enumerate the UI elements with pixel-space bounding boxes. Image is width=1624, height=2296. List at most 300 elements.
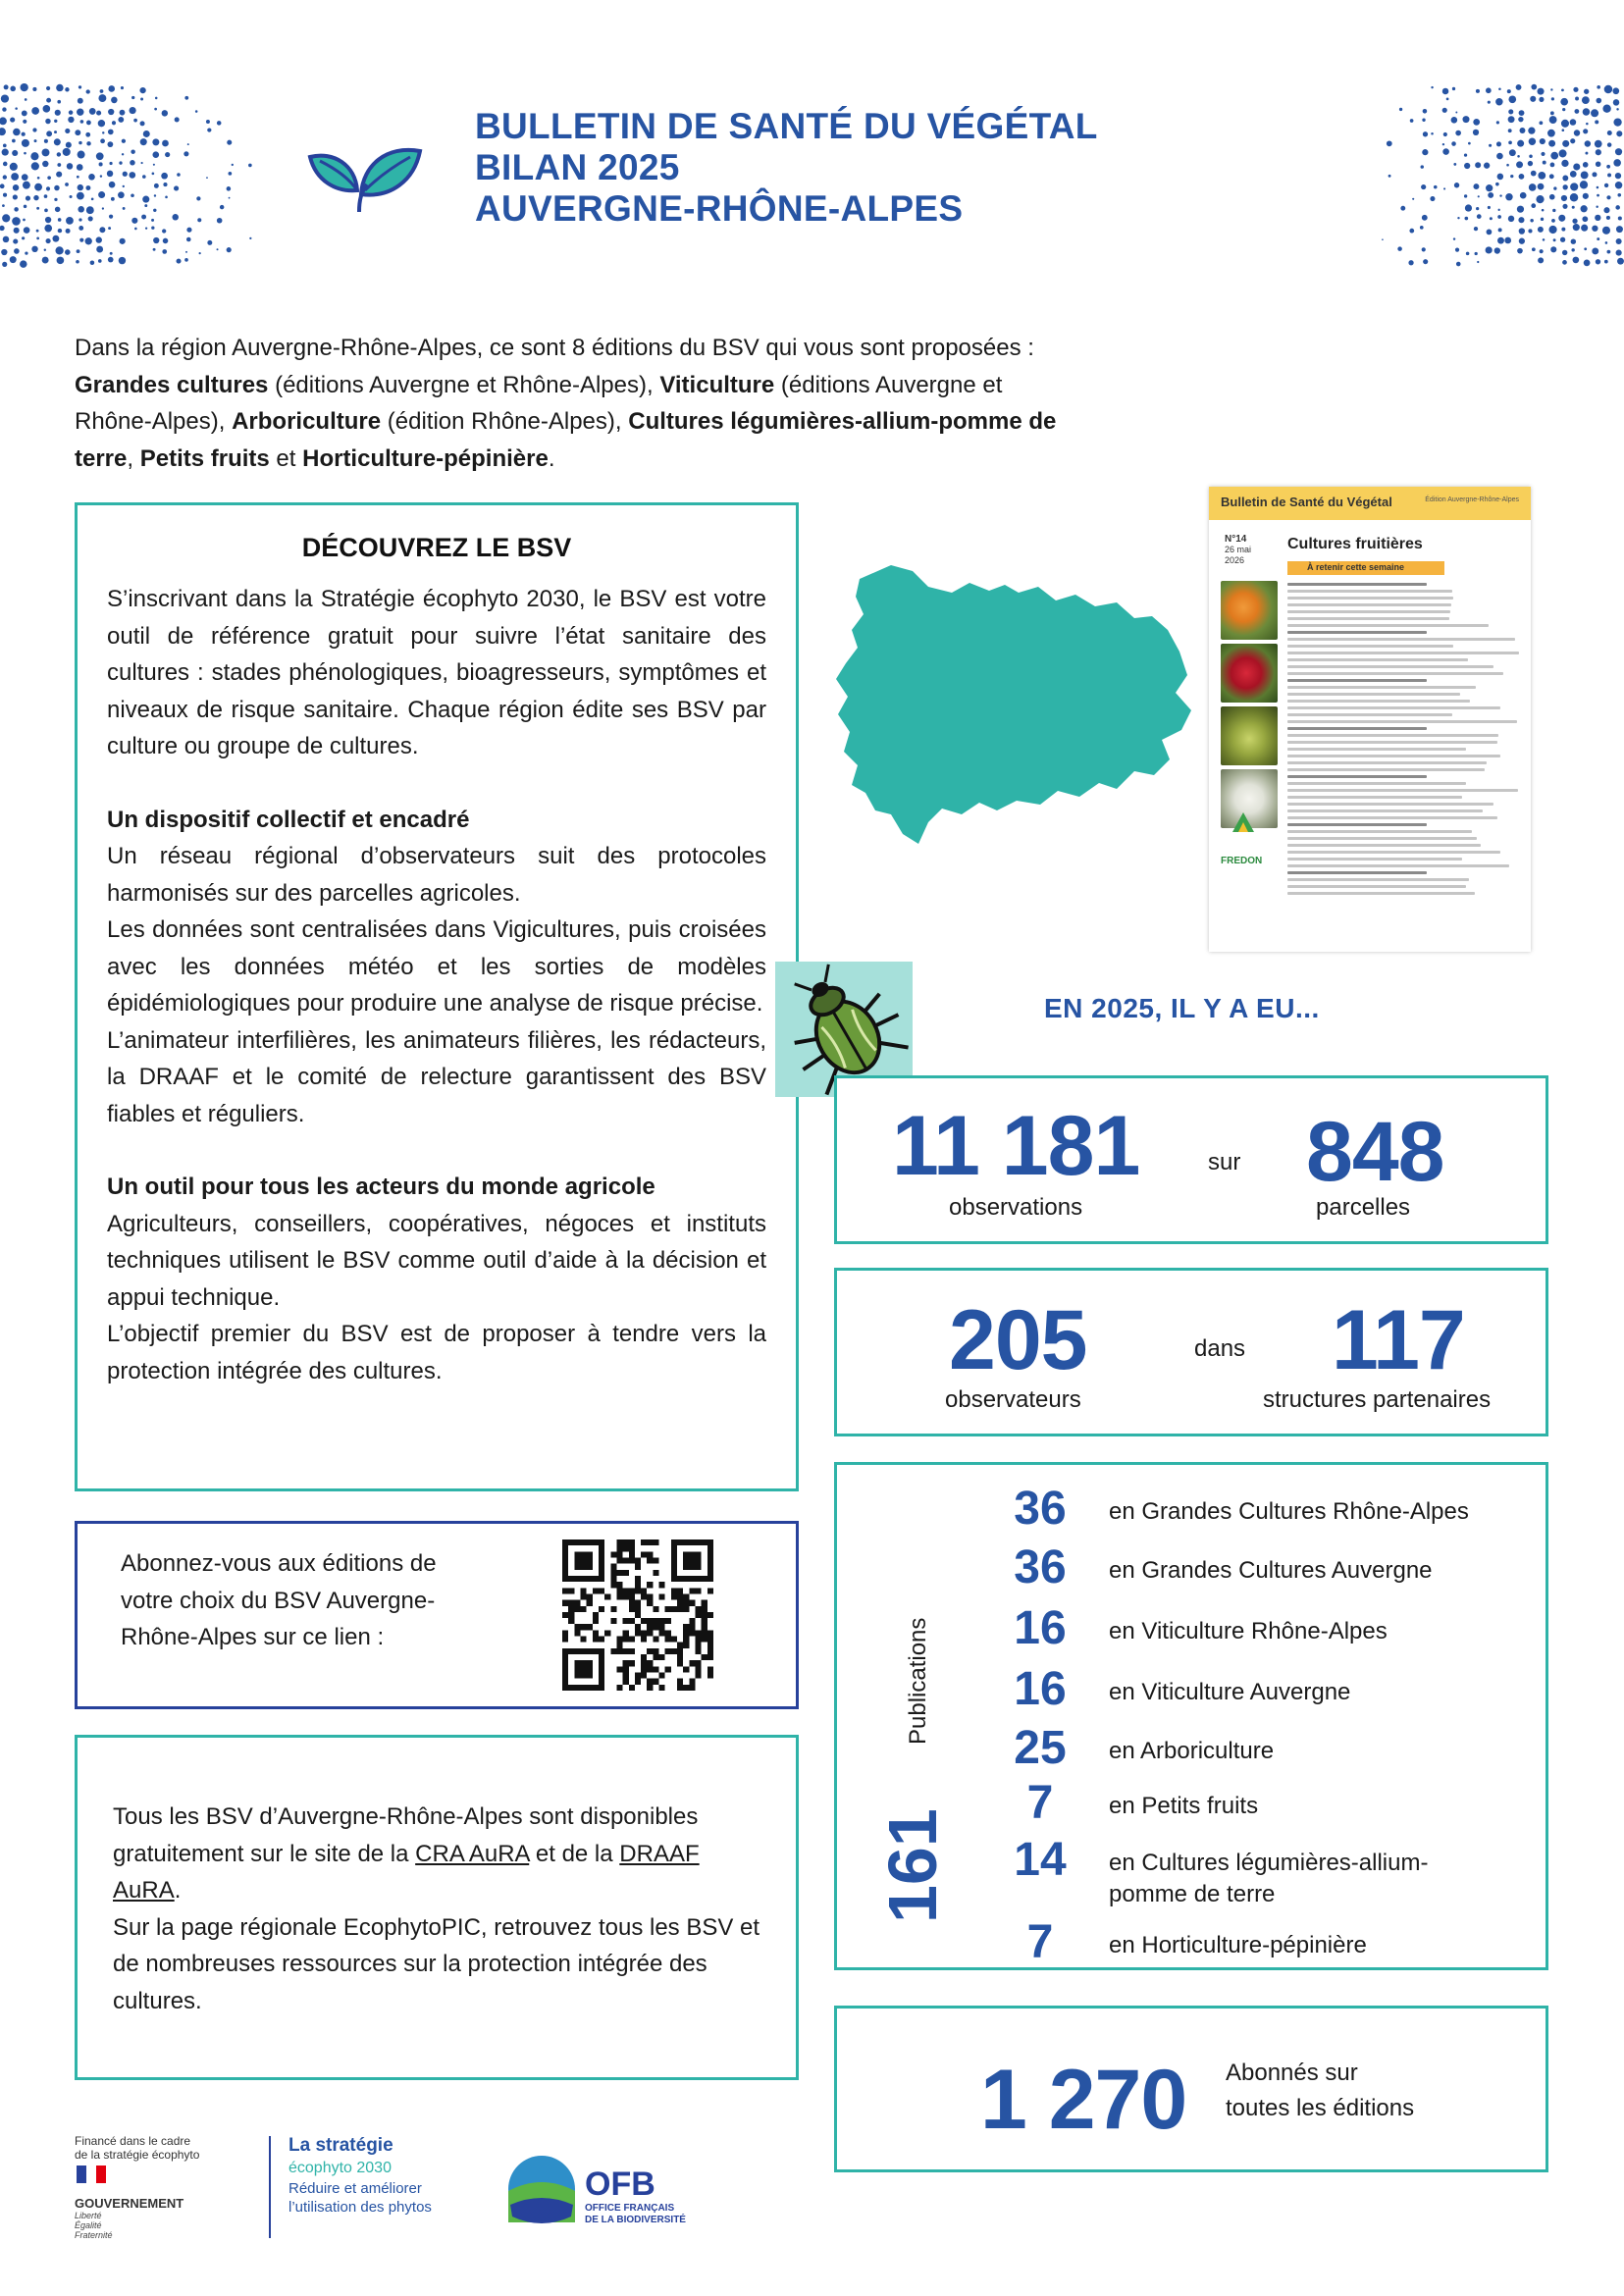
qr-module — [616, 1637, 622, 1643]
decor-dot — [1497, 215, 1501, 219]
decor-dot — [1616, 238, 1622, 244]
decor-dot — [89, 108, 96, 115]
decor-dot — [1550, 152, 1558, 160]
qr-module — [683, 1637, 689, 1643]
decor-dot — [1498, 209, 1500, 211]
decor-dot — [131, 218, 137, 224]
thumbnail-text-line — [1287, 741, 1497, 744]
decor-dot — [46, 130, 52, 136]
qr-module — [574, 1564, 580, 1570]
decor-dot — [10, 117, 15, 122]
intro-text: (éditions Auvergne et Rhône-Alpes), — [268, 371, 660, 398]
qr-module — [696, 1564, 702, 1570]
decor-dot — [1602, 227, 1610, 235]
qr-module — [689, 1618, 695, 1624]
publication-row — [1001, 1722, 1550, 1774]
qr-module — [665, 1637, 671, 1643]
intro-text: . — [548, 444, 555, 472]
qr-module — [610, 1606, 616, 1612]
ecophyto-line-1: La stratégie — [288, 2135, 393, 2156]
decor-dot — [1519, 128, 1525, 133]
decor-dot — [1455, 248, 1459, 252]
qr-module — [641, 1593, 647, 1599]
decor-dot — [110, 252, 113, 255]
qr-module — [593, 1685, 599, 1691]
qr-module — [696, 1673, 702, 1679]
qr-module — [707, 1673, 713, 1679]
decor-dot — [1474, 227, 1478, 231]
decor-dot — [42, 257, 49, 264]
qr-module — [587, 1673, 593, 1679]
decor-dot — [1596, 149, 1601, 155]
qr-module — [593, 1618, 599, 1624]
qr-module — [689, 1685, 695, 1691]
decor-dot — [1430, 196, 1435, 201]
thumbnail-photos — [1221, 581, 1278, 832]
qr-module — [587, 1624, 593, 1630]
qr-module — [707, 1612, 713, 1618]
thumbnail-text-line — [1287, 693, 1460, 696]
qr-module — [587, 1600, 593, 1606]
decor-dot — [199, 252, 201, 254]
qr-module — [696, 1576, 702, 1582]
qr-module — [616, 1557, 622, 1563]
qr-module — [629, 1600, 635, 1606]
region-map — [822, 557, 1195, 852]
decor-dot — [1548, 140, 1555, 147]
qr-module — [635, 1600, 641, 1606]
decor-dot — [1464, 194, 1467, 197]
qr-module — [568, 1539, 574, 1545]
qr-module — [653, 1654, 658, 1660]
qr-module — [689, 1660, 695, 1666]
decor-dot — [80, 120, 84, 124]
decor-dot — [122, 153, 124, 155]
decor-dot — [1476, 89, 1480, 93]
qr-code-icon[interactable] — [562, 1539, 713, 1691]
qr-module — [702, 1630, 707, 1636]
decor-dot — [36, 237, 39, 240]
qr-module — [647, 1666, 653, 1672]
thumbnail-text-line — [1287, 885, 1466, 888]
decor-dot — [99, 227, 105, 233]
qr-module — [580, 1685, 586, 1691]
decor-dot — [1562, 204, 1567, 209]
qr-module — [599, 1551, 604, 1557]
decor-dot — [153, 248, 156, 251]
qr-module — [677, 1606, 683, 1612]
decor-dot — [1453, 163, 1456, 166]
qr-module — [696, 1539, 702, 1545]
decor-dot — [67, 163, 74, 170]
decor-dot — [1584, 247, 1587, 250]
qr-module — [683, 1643, 689, 1648]
decor-dot — [1583, 162, 1589, 168]
observateurs-count: 205 — [949, 1293, 1087, 1387]
decor-dot — [109, 215, 113, 219]
thumbnail-text-line — [1287, 844, 1481, 847]
decor-dot — [1423, 131, 1428, 136]
subscribe-text: Abonnez-vous aux éditions de votre choix du BSV Auvergne-Rhône-Alpes sur ce lien : — [121, 1550, 437, 1650]
qr-module — [568, 1648, 574, 1654]
qr-module — [562, 1539, 568, 1545]
qr-module — [696, 1612, 702, 1618]
decor-dot — [98, 191, 105, 198]
decor-dot — [1520, 192, 1527, 199]
decor-dot — [1595, 215, 1600, 221]
qr-module — [580, 1551, 586, 1557]
qr-module — [629, 1588, 635, 1593]
qr-module — [653, 1570, 658, 1576]
qr-module — [568, 1685, 574, 1691]
discover-sub1: Un dispositif collectif et encadré — [107, 806, 470, 833]
decor-dot — [1495, 98, 1502, 105]
decor-dot — [1597, 186, 1599, 189]
decor-dot — [183, 151, 188, 156]
decor-dot — [1442, 143, 1444, 145]
qr-module — [574, 1630, 580, 1636]
decor-dot — [77, 164, 83, 171]
qr-module — [647, 1600, 653, 1606]
decor-dot — [0, 183, 5, 188]
decor-dot — [65, 129, 70, 133]
decor-dot — [1498, 228, 1502, 232]
qr-module — [629, 1660, 635, 1666]
decor-dot — [1539, 97, 1544, 102]
publication-label: pomme de terre — [1109, 1881, 1276, 1907]
decor-dot — [1615, 205, 1620, 210]
decor-dot — [1574, 130, 1580, 135]
decor-dot — [162, 229, 166, 233]
observateurs-label: observateurs — [945, 1386, 1081, 1413]
decor-dot — [1573, 163, 1580, 170]
qr-module — [689, 1600, 695, 1606]
decor-dot — [1570, 193, 1578, 201]
decor-dot — [186, 237, 191, 242]
qr-module — [580, 1666, 586, 1672]
decor-dot — [152, 173, 155, 176]
decor-dot — [1582, 96, 1590, 104]
decor-dot — [145, 228, 147, 230]
decor-dot — [1457, 217, 1459, 219]
publication-row — [1001, 1483, 1550, 1535]
decor-dot — [1489, 144, 1492, 147]
thumbnail-number — [1225, 534, 1251, 566]
publication-label: en Horticulture-pépinière — [1109, 1932, 1367, 1958]
qr-module — [677, 1539, 683, 1545]
cra-aura-link[interactable]: CRA AuRA — [415, 1840, 530, 1867]
decor-dot — [1615, 173, 1621, 179]
thumbnail-text-line — [1287, 603, 1451, 606]
thumbnail-footer — [1221, 938, 1223, 944]
decor-dot — [1559, 149, 1567, 157]
decor-dot — [1510, 175, 1513, 178]
draaf-aura-link[interactable]: DRAAF AuRA — [113, 1840, 700, 1904]
thumbnail-text-line — [1287, 645, 1453, 648]
intro-text: et — [269, 444, 303, 472]
qr-module — [623, 1557, 629, 1563]
page-title — [475, 106, 1098, 230]
decor-dot — [77, 108, 83, 115]
decor-dot — [1475, 252, 1478, 255]
decor-dot — [108, 109, 114, 115]
decor-dot — [1477, 261, 1479, 263]
decor-dot — [54, 130, 57, 133]
qr-module — [702, 1654, 707, 1660]
dans-label: dans — [1194, 1335, 1246, 1362]
decor-dot — [1538, 88, 1545, 95]
decor-dot — [1561, 88, 1564, 91]
decor-dot — [1505, 193, 1512, 200]
decor-dot — [32, 87, 36, 91]
qr-module — [653, 1679, 658, 1685]
decor-dot — [174, 185, 179, 190]
qr-module — [580, 1606, 586, 1612]
gouvernement-text: GOUVERNEMENT — [75, 2196, 184, 2211]
qr-module — [623, 1588, 629, 1593]
decor-dot — [1508, 140, 1512, 144]
decor-dot — [1529, 154, 1533, 158]
decor-dot — [1518, 117, 1523, 122]
title-line-3: AUVERGNE-RHÔNE-ALPES — [475, 188, 964, 229]
decor-dot — [1443, 187, 1445, 189]
qr-module — [653, 1618, 658, 1624]
thumbnail-culture: Cultures fruitières — [1287, 536, 1423, 552]
qr-module — [696, 1660, 702, 1666]
decor-dot — [1422, 215, 1428, 221]
decor-dot — [1562, 108, 1565, 111]
qr-module — [610, 1570, 616, 1576]
decor-dot — [3, 236, 10, 243]
publication-label: en Arboriculture — [1109, 1738, 1275, 1764]
qr-module — [623, 1618, 629, 1624]
financed-line-1: Financé dans le cadre — [75, 2134, 191, 2148]
qr-module — [671, 1637, 677, 1643]
discover-p6: L’objectif premier du BSV est de proposer à tendre vers la protection intégrée des cultures. — [107, 1321, 766, 1384]
decor-dot — [1434, 185, 1438, 189]
decor-dot — [220, 205, 224, 209]
decor-dot — [1538, 172, 1545, 180]
qr-module — [707, 1630, 713, 1636]
region-logo-icon — [1229, 810, 1258, 836]
decor-dot — [1561, 228, 1565, 232]
qr-module — [659, 1593, 665, 1599]
decor-dot — [153, 164, 155, 166]
qr-module — [593, 1637, 599, 1643]
qr-module — [671, 1557, 677, 1563]
qr-module — [623, 1679, 629, 1685]
thumbnail-year: 2026 — [1225, 555, 1245, 565]
decor-dot — [3, 193, 7, 197]
decor-dot — [25, 252, 27, 255]
footer-separator — [269, 2136, 271, 2238]
decor-dot — [1496, 121, 1499, 124]
decor-dot — [1431, 132, 1434, 135]
decor-dot — [76, 260, 79, 264]
decor-dot — [1613, 99, 1620, 106]
thumbnail-text-line — [1287, 597, 1453, 600]
decor-dot — [47, 176, 51, 180]
decor-dot — [57, 257, 65, 265]
decor-dot — [207, 128, 211, 131]
decor-dot — [229, 197, 231, 199]
intro-paragraph — [75, 330, 1066, 477]
decor-dot — [1508, 95, 1516, 103]
decor-dot — [37, 177, 40, 180]
decor-dot — [22, 110, 27, 116]
decor-dot — [1558, 215, 1565, 222]
decor-dot — [56, 84, 63, 91]
decor-dot — [86, 121, 91, 126]
qr-module — [623, 1539, 629, 1545]
qr-module — [599, 1679, 604, 1685]
qr-module — [689, 1588, 695, 1593]
qr-module — [562, 1588, 568, 1593]
fredon-logo: FREDON — [1221, 856, 1263, 866]
decor-dot — [1498, 87, 1501, 90]
decor-dot — [1585, 140, 1592, 147]
decor-dot — [31, 107, 39, 115]
qr-module — [568, 1612, 574, 1618]
decor-dot — [120, 110, 126, 116]
qr-module — [580, 1673, 586, 1679]
publication-row — [1001, 1663, 1550, 1715]
thumbnail-header — [1209, 487, 1531, 520]
decor-dot — [86, 141, 90, 145]
decor-dot — [122, 139, 126, 143]
qr-module — [683, 1564, 689, 1570]
intro-bold: Viticulture — [659, 371, 775, 398]
decor-dot — [26, 195, 30, 200]
decor-dot — [1473, 130, 1479, 135]
qr-module — [580, 1539, 586, 1545]
decor-dot — [1602, 105, 1610, 113]
qr-module — [593, 1576, 599, 1582]
footer-logos — [75, 2134, 761, 2242]
thumbnail-text-line — [1287, 816, 1497, 819]
stat-box-observations — [834, 1075, 1548, 1244]
qr-module — [629, 1606, 635, 1612]
decor-dot — [44, 209, 48, 213]
decor-dot — [134, 228, 137, 231]
ecophyto-line-4: l’utilisation des phytos — [288, 2199, 432, 2216]
qr-module — [707, 1637, 713, 1643]
decor-dot — [217, 218, 223, 224]
decor-dot — [185, 251, 187, 253]
qr-module — [683, 1539, 689, 1545]
decor-dot — [30, 152, 38, 160]
decor-dot — [99, 162, 103, 166]
decor-dot — [1560, 98, 1568, 106]
decor-dot — [123, 207, 126, 210]
decor-dot — [77, 192, 84, 200]
observations-count: 11 181 — [892, 1099, 1140, 1193]
availability-text — [113, 1799, 770, 1909]
qr-module — [574, 1539, 580, 1545]
qr-module — [599, 1660, 604, 1666]
decor-dot — [22, 174, 28, 181]
qr-module — [683, 1593, 689, 1599]
decor-dot — [66, 142, 72, 148]
decor-dot — [1473, 119, 1480, 126]
decor-dot — [1586, 123, 1589, 126]
decor-dot — [1412, 198, 1414, 200]
qr-module — [635, 1606, 641, 1612]
qr-module — [568, 1606, 574, 1612]
qr-module — [580, 1564, 586, 1570]
decor-dot — [21, 83, 28, 91]
decor-dot — [98, 259, 102, 263]
decor-dot — [144, 204, 147, 207]
qr-module — [562, 1648, 568, 1654]
qr-module — [562, 1557, 568, 1563]
decor-dot — [108, 257, 114, 263]
decor-dot — [109, 182, 116, 188]
decor-dot — [45, 119, 50, 124]
discover-sub2: Un outil pour tous les acteurs du monde agricole — [107, 1174, 655, 1200]
qr-module — [659, 1654, 665, 1660]
decor-dot — [142, 175, 146, 179]
decor-dot — [0, 117, 7, 125]
decor-dot — [154, 183, 159, 188]
decor-dot — [23, 182, 30, 189]
decor-dot — [1494, 247, 1500, 253]
qr-module — [616, 1570, 622, 1576]
thumbnail-text-line — [1287, 610, 1450, 613]
decor-dot — [1549, 116, 1557, 124]
publication-count: 36 — [1014, 1483, 1067, 1535]
qr-module — [599, 1654, 604, 1660]
decor-dot — [1508, 109, 1513, 114]
thumbnail-text-line — [1287, 713, 1452, 716]
qr-module — [593, 1630, 599, 1636]
decor-dot — [130, 107, 136, 114]
qr-module — [696, 1643, 702, 1648]
decor-dot — [109, 162, 112, 165]
decor-dot — [1531, 203, 1536, 208]
decor-dot — [1563, 184, 1568, 189]
qr-module — [707, 1648, 713, 1654]
decor-dot — [1617, 193, 1621, 197]
decor-dot — [1465, 204, 1472, 211]
decor-dot — [1422, 247, 1426, 251]
thumbnail-text-line — [1287, 590, 1452, 593]
qr-module — [599, 1606, 604, 1612]
decor-dot — [65, 87, 69, 91]
qr-module — [587, 1648, 593, 1654]
decor-dot — [1532, 247, 1536, 251]
publication-label: en Viticulture Auvergne — [1109, 1679, 1351, 1705]
abonnes-label-2: toutes les éditions — [1226, 2095, 1415, 2121]
decor-dot — [66, 229, 71, 234]
thumbnail-text-line — [1287, 686, 1476, 689]
decor-dot — [14, 207, 19, 212]
qr-module — [629, 1685, 635, 1691]
qr-module — [574, 1576, 580, 1582]
decor-dot — [1539, 121, 1543, 125]
qr-module — [562, 1679, 568, 1685]
decor-dot — [130, 160, 135, 166]
decor-dot — [129, 172, 135, 179]
decor-dot — [140, 162, 142, 164]
decor-dot — [1604, 85, 1613, 94]
qr-module — [696, 1666, 702, 1672]
decor-dot — [1541, 152, 1545, 156]
publication-label: en Petits fruits — [1109, 1793, 1259, 1819]
thumbnail-header-right: Édition Auvergne-Rhône-Alpes — [1425, 496, 1519, 503]
decor-dot — [1575, 97, 1579, 101]
decor-dot — [10, 86, 16, 92]
